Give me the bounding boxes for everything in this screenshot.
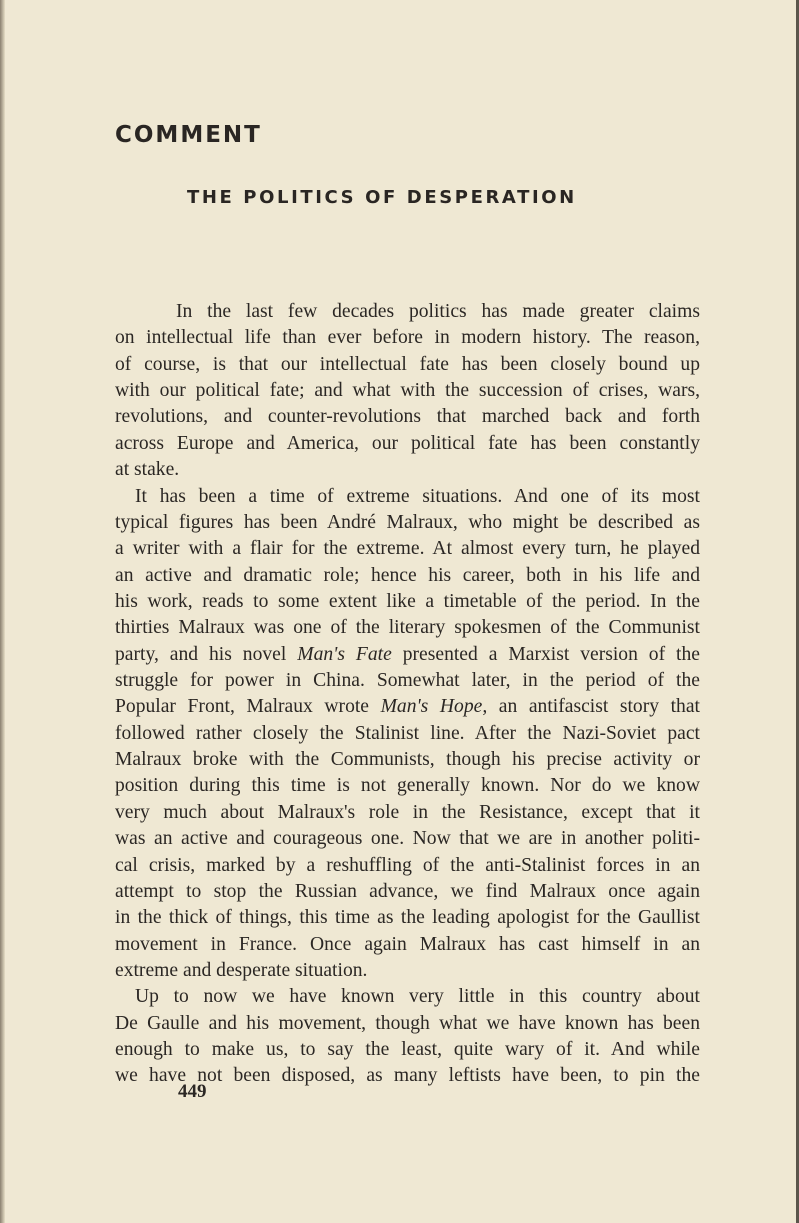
text-segment: Up to now we have known very little in this country about	[135, 986, 700, 1008]
text-segment: struggle for power in China. Somewhat later, in the period of the	[115, 670, 700, 692]
text-segment: De Gaulle and his movement, though what we have known has been	[115, 1012, 700, 1034]
text-line	[115, 589, 700, 615]
article-body	[115, 299, 700, 1090]
text-line	[115, 932, 700, 958]
text-segment: we have not been disposed, as many leftists have been, to pin the	[115, 1065, 700, 1087]
text-line	[115, 826, 700, 852]
text-segment: an active and dramatic role; hence his career, both in his life and	[115, 564, 700, 586]
text-line	[115, 431, 700, 457]
text-segment: extreme and desperate situation.	[115, 959, 368, 981]
text-segment: party, and his novel	[115, 643, 298, 665]
text-line	[115, 984, 700, 1010]
text-line	[115, 484, 700, 510]
text-segment: on intellectual life than ever before in modern history. The reason,	[115, 327, 700, 349]
text-segment: of course, is that our intellectual fate has been closely bound up	[115, 353, 700, 375]
text-line	[115, 958, 700, 984]
text-line	[115, 721, 700, 747]
text-line	[115, 536, 700, 562]
text-line	[115, 773, 700, 799]
text-line	[115, 325, 700, 351]
text-segment: It has been a time of extreme situations. And one of its most	[135, 485, 700, 507]
text-line	[115, 905, 700, 931]
text-line	[115, 457, 700, 483]
text-segment: across Europe and America, our political fate has been constantly	[115, 432, 700, 454]
text-line	[115, 615, 700, 641]
section-heading: COMMENT	[115, 122, 262, 148]
page-binding-shadow	[0, 0, 5, 1223]
text-line	[115, 694, 700, 720]
text-segment: position during this time is not generally known. Nor do we know	[115, 775, 700, 797]
text-line	[115, 563, 700, 589]
text-line	[115, 404, 700, 430]
text-line	[115, 352, 700, 378]
page-number: 449	[178, 1081, 207, 1102]
article-title: THE POLITICS OF DESPERATION	[187, 187, 577, 208]
text-segment: typical figures has been André Malraux, who might be described as	[115, 511, 700, 533]
book-title: Man's Hope,	[380, 696, 488, 718]
text-line	[115, 642, 700, 668]
text-segment: Popular Front, Malraux wrote	[115, 696, 381, 718]
text-line	[115, 853, 700, 879]
text-line	[115, 299, 700, 325]
text-segment: presented a Marxist version of the	[391, 643, 700, 665]
text-segment: cal crisis, marked by a reshuffling of the anti-Stalinist forces in an	[115, 854, 700, 876]
text-segment: attempt to stop the Russian advance, we find Malraux once again	[115, 880, 700, 902]
text-segment: very much about Malraux's role in the Resistance, except that it	[115, 801, 700, 823]
text-segment: an antifascist story that	[487, 696, 700, 718]
text-line	[115, 1037, 700, 1063]
text-segment: in the thick of things, this time as the leading apologist for the Gaullist	[115, 907, 700, 929]
text-line	[115, 879, 700, 905]
text-segment: his work, reads to some extent like a timetable of the period. In the	[115, 590, 700, 612]
text-segment: In the last few decades politics has made greater claims	[176, 301, 700, 322]
text-segment: Malraux broke with the Communists, though his precise activity or	[115, 749, 700, 771]
text-line	[115, 800, 700, 826]
text-segment: enough to make us, to say the least, quite wary of it. And while	[115, 1039, 700, 1061]
book-title: Man's Fate	[297, 643, 392, 665]
text-segment: thirties Malraux was one of the literary spokesmen of the Communist	[115, 617, 700, 639]
text-line	[115, 1011, 700, 1037]
text-segment: was an active and courageous one. Now that we are in another politi-	[115, 828, 700, 850]
text-segment: with our political fate; and what with the succession of crises, wars,	[115, 380, 700, 402]
text-segment: revolutions, and counter-revolutions that marched back and forth	[115, 406, 700, 428]
text-segment: followed rather closely the Stalinist line. After the Nazi-Soviet pact	[115, 722, 700, 744]
text-segment: movement in France. Once again Malraux has cast himself in an	[115, 933, 700, 955]
text-line	[115, 668, 700, 694]
text-line	[115, 378, 700, 404]
text-segment: at stake.	[115, 459, 180, 481]
text-line	[115, 747, 700, 773]
text-segment: a writer with a flair for the extreme. At almost every turn, he played	[115, 538, 700, 560]
text-line	[115, 510, 700, 536]
